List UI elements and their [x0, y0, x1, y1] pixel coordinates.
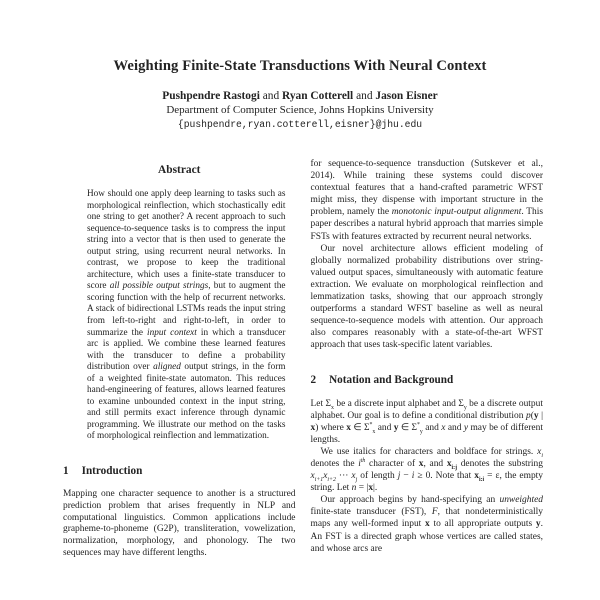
right-paragraph-2: Our novel architecture allows efficient modeling of globally normalized probability distributions over string-valued output spaces, simultaneously with automatic feature extraction. We evaluate on morphological reinflection and lemmatization tasks, showing that our approach strongly outperforms a standard WFST baseline as well as neural sequence-to-sequence models with attention. Our approach also compares reasonably with a state-of-the-art WFST approach that uses task-specific latent variables.	[310, 243, 543, 351]
notation-paragraph-3: Our approach begins by hand-specifying an unweighted finite-state transducer (FST), F, that nondeterministically maps any well-formed input x to all appropriate outputs y. An FST is a directed graph whose vertices are called states, and whose arcs are	[310, 495, 543, 554]
right-column	[311, 158, 544, 555]
author-line: Pushpendre Rastogi and Ryan Cotterell and Jason Eisner	[162, 90, 438, 102]
abstract-section	[63, 164, 296, 443]
notation-paragraph-1: Let $\Sigma_x$ be a discrete input alphabet and $\Sigma_y$ be a discrete output alphabet. Our goal is to define a conditional distribution p(y | x) where x ∈ $\Sigma^*_x$ and y ∈ $\Sigma^*_y$ and x and y may be of different lengths.	[310, 398, 544, 445]
paper-title: Weighting Finite-State Transductions With Neural Context	[113, 58, 487, 74]
section-1-number: 1	[63, 465, 69, 478]
section-1-heading	[63, 465, 296, 477]
intro-paragraph: Mapping one character sequence to another is a structured prediction problem that arises frequently in NLP and computational linguistics. Common applications include grapheme-to-phoneme (G2P), transliteration, vowelization, normalization, morphology, and phonology. The two sequences may have different lengths.	[63, 489, 296, 559]
section-1-title: Introduction	[81, 465, 143, 478]
section-2-title: Notation and Background	[329, 373, 454, 386]
section-2-number: 2	[310, 373, 317, 386]
two-column-body	[0, 158, 600, 560]
right-paragraph-1: for sequence-to-sequence transduction (Sutskever et al., 2014). While training these systems could discover contextual features that a hand-crafted parametric WFST might miss, they dispense with important structure in the problem, namely the monotonic input-output alignment. This paper describes a natural hybrid approach that marries simple FSTs with features extracted by recurrent neural networks.	[310, 159, 544, 242]
abstract-body: How should one apply deep learning to tasks such as morphological reinflection, which stochastically edit one string to get another? A recent approach to such sequence-to-sequence tasks is to compress the input string into a vector that is then used to generate the output string, using recurrent neural networks. In contrast, we propose to keep the traditional architecture, which uses a finite-state transducer to score all possible output strings, but to augment the scoring function with the help of recurrent networks. A stack of bidirectional LSTMs reads the input string from left-to-right and right-to-left, in order to summarize the input context in which a transducer arc is applied. We combine these learned features with the transducer to define a probability distribution over aligned output strings, in the form of a weighted finite-state automaton. This reduces hand-engineering of features, allows learned features to examine unbounded context in the input string, and still permits exact inference through dynamic programming. We illustrate our method on the tasks of morphological reinflection and lemmatization.	[87, 189, 286, 442]
section-2-heading	[311, 374, 544, 386]
email-line: {pushpendre,ryan.cotterell,eisner}@jhu.edu	[177, 119, 423, 130]
affiliation-line: Department of Computer Science, Johns Hopkins University	[166, 104, 434, 116]
abstract-heading: Abstract	[158, 164, 201, 176]
notation-paragraph-2: We use italics for characters and boldface for strings. $x_i$ denotes the $i^{th}$ character of x, and $x_{i:j}$ denotes the substring $x_{i+1}x_{i+2}$ ··· $x_j$ of length j − i ≥ 0. Note that $x_{i:i} = \varepsilon$, the empty string. Let n = |x|.	[310, 446, 544, 494]
left-column	[63, 158, 296, 560]
